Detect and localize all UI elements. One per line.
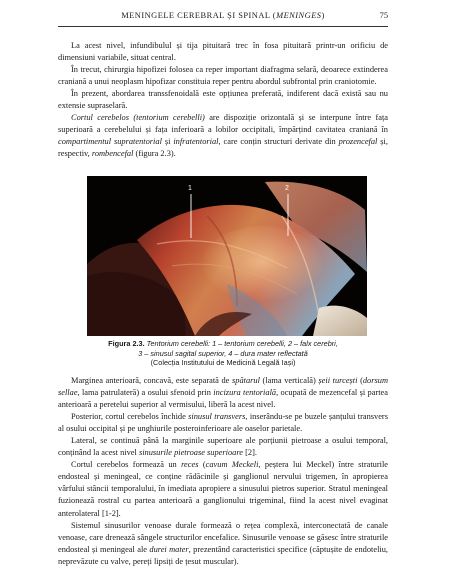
- paragraph: Cortul cerebelos (tentorium cerebelli) are dispoziție orizontală și se interpune între fața superioară a cerebelului și fața inferioară a lobilor occipitali, împărțind cavitatea craniană în compartimentul supratentorial și infratentorial, care conțin structuri derivate din prozencefal și, respectiv, rombencefal (figura 2.3).: [58, 113, 388, 159]
- marker-label-1: 1: [188, 185, 192, 192]
- running-head: MENINGELE CEREBRAL ȘI SPINAL (MENINGES): [121, 11, 325, 20]
- paragraph: În prezent, abordarea transsfenoidală este opțiunea preferată, indiferent dacă există sau nu extensie supraselară.: [58, 89, 388, 111]
- caption-line-2: 3 – sinusul sagital superior, 4 – dura mater reflectată: [138, 348, 308, 358]
- tentorium-photo-illustration: [87, 176, 367, 336]
- page-header: [58, 9, 388, 27]
- text-block-top: [58, 40, 388, 160]
- paragraph: Sistemul sinusurilor venoase durale formează o rețea complexă, interconectată de canale venoase, care drenează sângele structurilor encefalice. Sinusurile venoase se găsesc între straturile endosteal și meningeal ale durei mater, prezentând caracteristici specifice (căptușite de endoteliu, neprevăzute cu valve, pereți lipsiți de țesut muscular).: [58, 520, 389, 566]
- anatomy-photograph: [87, 176, 367, 336]
- paragraph: Cortul cerebelos formează un reces (cavum Meckeli, peștera lui Meckel) între straturile endosteal și meningeal, ce conține rădăcinile și ganglionul nervului trigemen, în apropierea vârfului stâncii temporalului, în imediata apropiere a sinusului pietros superior. Stratul meningeal fuzionează rostral cu partea anterioară a ganglionului trigeminal, fiind la acest nivel evaginat anterolateral [1-2].: [58, 460, 389, 518]
- caption-line-3: (Colecția Institutului de Medicină Legală Iași): [150, 358, 296, 368]
- marker-label-2: 2: [285, 185, 289, 192]
- paragraph: Marginea anterioară, concavă, este separată de spătarul (lama verticală) șeii turcești (dorsum sellae, lama patrulateră) a osului sfenoid prin incizura tentorială, ocupată de mezencefal și partea anterioară a peretelui superior al vermisului, liberă la acest nivel.: [58, 376, 388, 410]
- paragraph: Posterior, cortul cerebelos închide sinusul transvers, inserându-se pe buzele șanțului transvers al osului occipital și pe unghiurile posteroinferioare ale oaselor parietale.: [58, 412, 388, 434]
- page-number: 75: [379, 11, 388, 20]
- figure-label: Figura 2.3.: [108, 339, 145, 348]
- text-block-bottom: [58, 375, 388, 568]
- figure-caption: [58, 339, 388, 368]
- caption-line-1: Figura 2.3. Tentorium cerebelli: 1 – tentorium cerebelli, 2 – falx cerebri,: [108, 339, 338, 348]
- paragraph: La acest nivel, infundibulul și tija pituitară trec în fosa pituitară printr-un orificiu de dimensiuni variabile, situat central.: [58, 41, 388, 63]
- paragraph: În trecut, chirurgia hipofizei folosea ca reper important diafragma selară, deoarece extinderea craniană a unui neoplasm hipofizar constituia reper pentru abordul subfrontal prin craniotomie.: [58, 65, 388, 87]
- paragraph: Lateral, se continuă până la marginile superioare ale porțiunii pietroase a osului temporal, conținând la acest nivel sinusurile pietroase superioare [2].: [58, 436, 388, 458]
